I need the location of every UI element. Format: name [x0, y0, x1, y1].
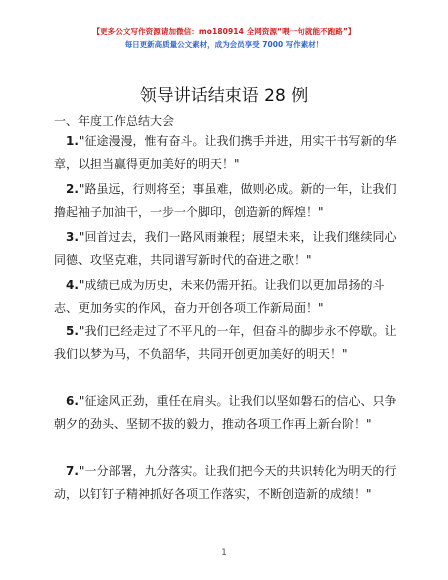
promo-banner-line-2: 每日更新高质量公文素材，成为会员享受 7000 写作素材！ — [124, 40, 324, 49]
item-text: "回首过去，我们一路风雨兼程；展望未来，让我们继续同心同德、攻坚克难，共同谱写新时代的奋进之歌！" — [54, 230, 397, 267]
item-number: 6. — [66, 394, 79, 408]
item-number: 7. — [66, 464, 79, 478]
list-item — [54, 390, 398, 436]
section-heading: 一、年度工作总结大会 — [54, 114, 175, 128]
item-text: "一分部署，九分落实。让我们把今天的共识转化为明天的行动，以钉钉子精神抓好各项工作落实，不断创造新的成绩！" — [54, 464, 397, 501]
list-item — [54, 320, 398, 366]
item-number: 5. — [66, 324, 79, 338]
document-title: 领导讲话结束语 28 例 — [139, 86, 309, 106]
item-text: "路虽远，行则将至；事虽难，做则必成。新的一年，让我们撸起袖子加油干，一步一个脚印，创造新的辉煌！" — [54, 182, 397, 219]
item-number: 2. — [66, 182, 79, 196]
item-number: 1. — [66, 134, 79, 148]
promo-banner-line-1: 【更多公文写作资源请加微信：mo180914 全网资源“喂一句就能不跑路”】 — [92, 27, 356, 36]
item-text: "我们已经走过了不平凡的一年，但奋斗的脚步永不停歇。让我们以梦为马，不负韶华，共同开创更加美好的明天！" — [54, 324, 397, 361]
list-item — [54, 226, 398, 272]
item-text: "征途漫漫，惟有奋斗。让我们携手并进，用实干书写新的华章，以担当赢得更加美好的明天！" — [54, 134, 397, 171]
item-number: 4. — [66, 278, 79, 292]
list-item — [54, 274, 398, 320]
item-text: "成绩已成为历史，未来仍需开拓。让我们以更加昂扬的斗志、更加务实的作风，奋力开创各项工作新局面！" — [54, 278, 385, 315]
list-item — [54, 460, 398, 506]
list-item — [54, 178, 398, 224]
list-item — [54, 130, 398, 176]
page-number: 1 — [221, 548, 227, 558]
item-text: "征途风正劲，重任在肩头。让我们以坚如磐石的信心、只争朝夕的劲头、坚韧不拔的毅力，推动各项工作再上新台阶！" — [54, 394, 397, 431]
item-number: 3. — [66, 230, 79, 244]
